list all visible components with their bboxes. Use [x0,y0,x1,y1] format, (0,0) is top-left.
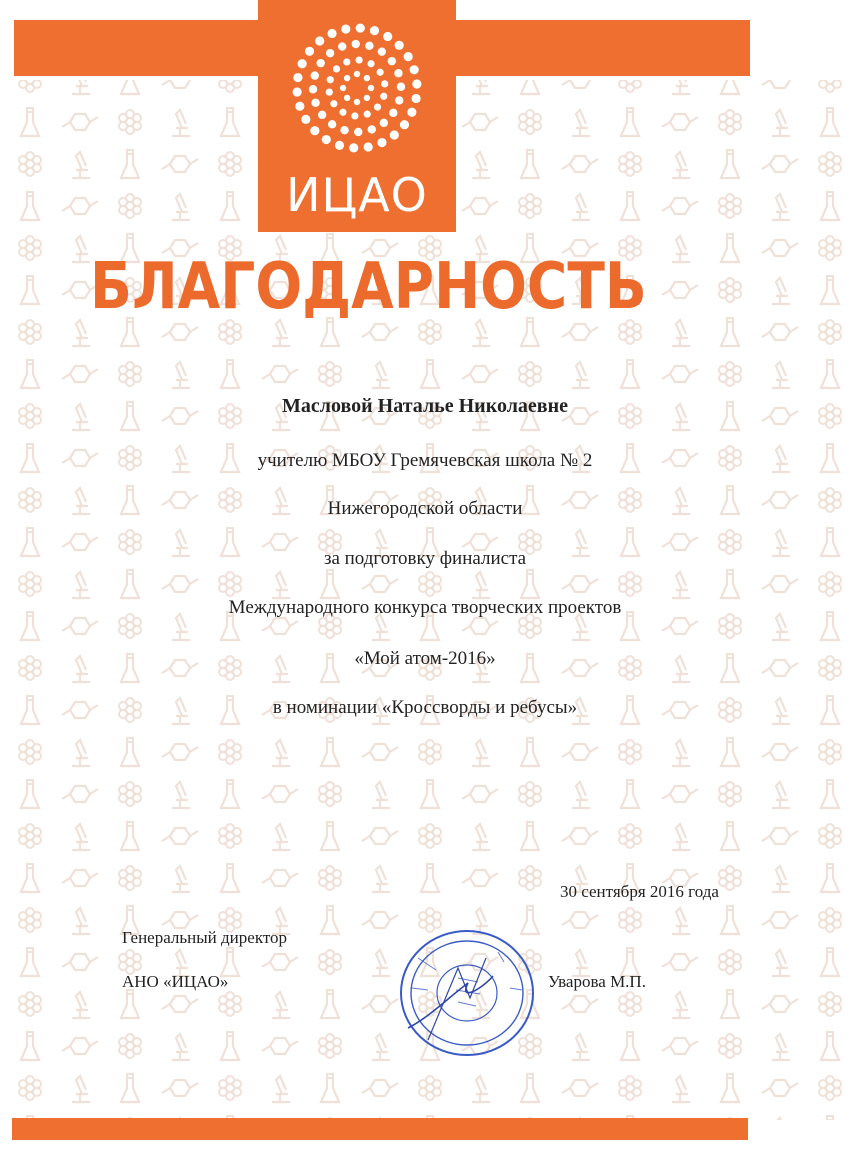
logo-panel [258,0,456,232]
issue-date: 30 сентября 2016 года [560,882,719,901]
signatory-name: Уварова М.П. [548,972,646,991]
text-line: Международного конкурса творческих проектов [228,597,622,618]
page-title: БЛАГОДАРНОСТЬ [90,250,647,324]
bottom-orange-band [12,1118,748,1140]
logo-text: ИЦАО [286,168,428,222]
text-line: «Мой атом-2016» [354,648,496,669]
signatory-position: Генеральный директор [122,928,288,947]
text-line: учителю МБОУ Гремячевская школа № 2 [257,450,593,471]
signatory-organization: АНО «ИЦАО» [122,972,229,991]
text-line: за подготовку финалиста [323,548,527,569]
recipient-name: Масловой Наталье Николаевне [282,395,568,417]
seal-stamp-icon [398,928,536,1058]
text-line: Нижегородской области [327,498,523,519]
text-line: в номинации «Кроссворды и ребусы» [272,697,578,718]
